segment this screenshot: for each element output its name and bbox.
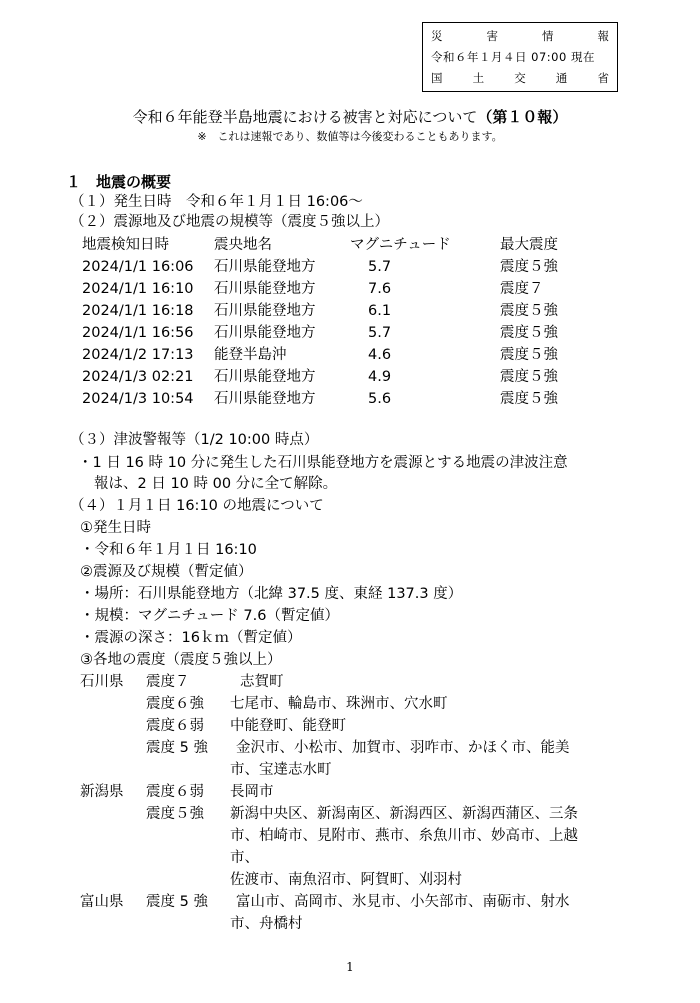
disaster-info-stamp xyxy=(422,22,618,92)
col-header: 震央地名 xyxy=(214,237,272,253)
intensity-places: 市、舟橋村 xyxy=(230,916,303,932)
depth-text: ・震源の深さ：16ｋｍ（暫定値） xyxy=(80,630,302,646)
document-title: 令和６年能登半島地震における被害と対応について（第１０報） xyxy=(132,108,568,126)
datetime-text: ・令和６年１月１日 16:10 xyxy=(80,542,257,558)
intensity-places: 市、宝達志水町 xyxy=(230,762,332,778)
intensity-places: 中能登町、能登町 xyxy=(230,718,346,734)
intensity-places: 金沢市、小松市、加賀市、羽咋市、かほく市、能美 xyxy=(236,740,570,756)
prefecture-ishikawa: 石川県 xyxy=(80,674,124,690)
tsunami-text-line1: ・1 日 16 時 10 分に発生した石川県能登地方を震源とする地震の津波注意 xyxy=(78,455,568,471)
tsunami-heading: （３）津波警報等（1/2 10:00 時点） xyxy=(70,432,319,448)
sub-heading-epicenter: ②震源及び規模（暫定値） xyxy=(80,564,253,580)
intensity-places: 市、 xyxy=(230,850,259,866)
disclaimer-note: ※ これは速報であり、数値等は今後変わることもあります。 xyxy=(197,130,503,143)
intensity-level: 震度６弱 xyxy=(146,718,204,734)
prefecture-niigata: 新潟県 xyxy=(80,784,124,800)
intensity-places: 七尾市、輪島市、珠洲市、穴水町 xyxy=(230,696,448,712)
prefecture-toyama: 富山県 xyxy=(80,894,124,910)
intensity-level: 震度７ xyxy=(146,674,190,690)
tsunami-text-line2: 報は、2 日 10 時 00 分に全て解除。 xyxy=(94,476,338,492)
intensity-places: 志賀町 xyxy=(240,674,284,690)
intensity-level: 震度 5 強 xyxy=(146,740,208,756)
page-number: 1 xyxy=(346,960,354,974)
stamp-row-datetime: 令和６年１月４日 07:00 現在 xyxy=(431,50,595,64)
epicenter-place: ・場所：石川県能登地方（北緯 37.5 度、東経 137.3 度） xyxy=(80,586,463,602)
intensity-level: 震度６強 xyxy=(146,696,204,712)
intensity-level: 震度６弱 xyxy=(146,784,204,800)
col-header: 地震検知日時 xyxy=(82,237,169,253)
section-heading: １ 地震の概要 xyxy=(66,173,172,191)
quake-detail-heading: （４）１月１日 16:10 の地震について xyxy=(70,498,324,514)
intensity-level: 震度 5 強 xyxy=(146,894,208,910)
sub-heading-datetime: ①発生日時 xyxy=(80,520,151,536)
col-header: 最大震度 xyxy=(500,237,558,253)
stamp-row-title: 災 害 情 報 xyxy=(431,29,609,43)
sub-heading-intensity: ③各地の震度（震度５強以上） xyxy=(80,652,282,668)
stamp-row-ministry: 国 土 交 通 省 xyxy=(431,71,609,85)
intensity-places: 長岡市 xyxy=(230,784,274,800)
intensity-places: 佐渡市、南魚沼市、阿賀町、刈羽村 xyxy=(230,872,462,888)
col-header: マグニチュード xyxy=(350,237,451,253)
epicenter-heading: （２）震源地及び地震の規模等（震度５強以上） xyxy=(70,214,389,230)
intensity-places: 富山市、高岡市、氷見市、小矢部市、南砺市、射水 xyxy=(236,894,570,910)
report-number: （第１０報） xyxy=(477,108,568,126)
magnitude-text: ・規模：マグニチュード 7.6（暫定値） xyxy=(80,608,339,624)
intensity-level: 震度５強 xyxy=(146,806,204,822)
occurrence-datetime: （１）発生日時 令和６年１月１日 16:06～ xyxy=(70,194,363,210)
document-page: 災 害 情 報 令和６年１月４日 07:00 現在 国 土 交 通 省 令和６年能登半島地震における被害と対応について（第１０報） ※ これは速報であり、数値等は今後変わることもあります。 １ 地震の概要 （１）発生日時 令和６年１月１日 16:06～ （２）震源地及び地震の規模等（震度５強以上） 地震検知日時 震央地名 マグニチュード 最大震度 2024/1/1 16:06 石川県能登地方 5.7 震度５強 2024/1/1 16:10 石川県能登地方 7.6 震度７ 2024/1/1 16:18 石川県能登地方 6.1 震度５強 2024/1/1 16:56 石川県能登地方 5.7 震度５強 2024/1/2 17:13 能登半島沖 4.6 震度５強 2024/1/3 02:21 石川県能登地方 4.9 震度５強 2024/1/3 10:54 石川県能登地方 5.6 震度５強 （３）津波警報等（1/2 10:00 時点） ・1 日 16 時 10 分に発生した石川県能登地方を震源とする地震の津波注意 報は、2 日 10 時 00 分に全て解除。 （４）１月１日 16:10 の地震について ①発生日時 ・令和６年１月１日 16:10 ②震源及び規模（暫定値） ・場所：石川県能登地方（北緯 37.5 度、東経 137.3 度） ・規模：マグニチュード 7.6（暫定値） ・震源の深さ：16ｋｍ（暫定値） ③各地の震度（震度５強以上） 石川県 震度７ 志賀町 震度６強 七尾市、輪島市、珠洲市、穴水町 震度６弱 中能登町、能登町 震度 5 強 金沢市、小松市、加賀市、羽咋市、かほく市、能美 市、宝達志水町 新潟県 震度６弱 長岡市 震度５強 新潟中央区、新潟南区、新潟西区、新潟西蒲区、三条 市、柏崎市、見附市、燕市、糸魚川市、妙高市、上越 市、 佐渡市、南魚沼市、阿賀町、刈羽村 富山県 震度 5 強 富山市、高岡市、氷見市、小矢部市、南砺市、射水 市、舟橋村 1 xyxy=(0,0,700,1003)
intensity-places: 市、柏崎市、見附市、燕市、糸魚川市、妙高市、上越 xyxy=(230,828,578,844)
intensity-places: 新潟中央区、新潟南区、新潟西区、新潟西蒲区、三条 xyxy=(230,806,578,822)
